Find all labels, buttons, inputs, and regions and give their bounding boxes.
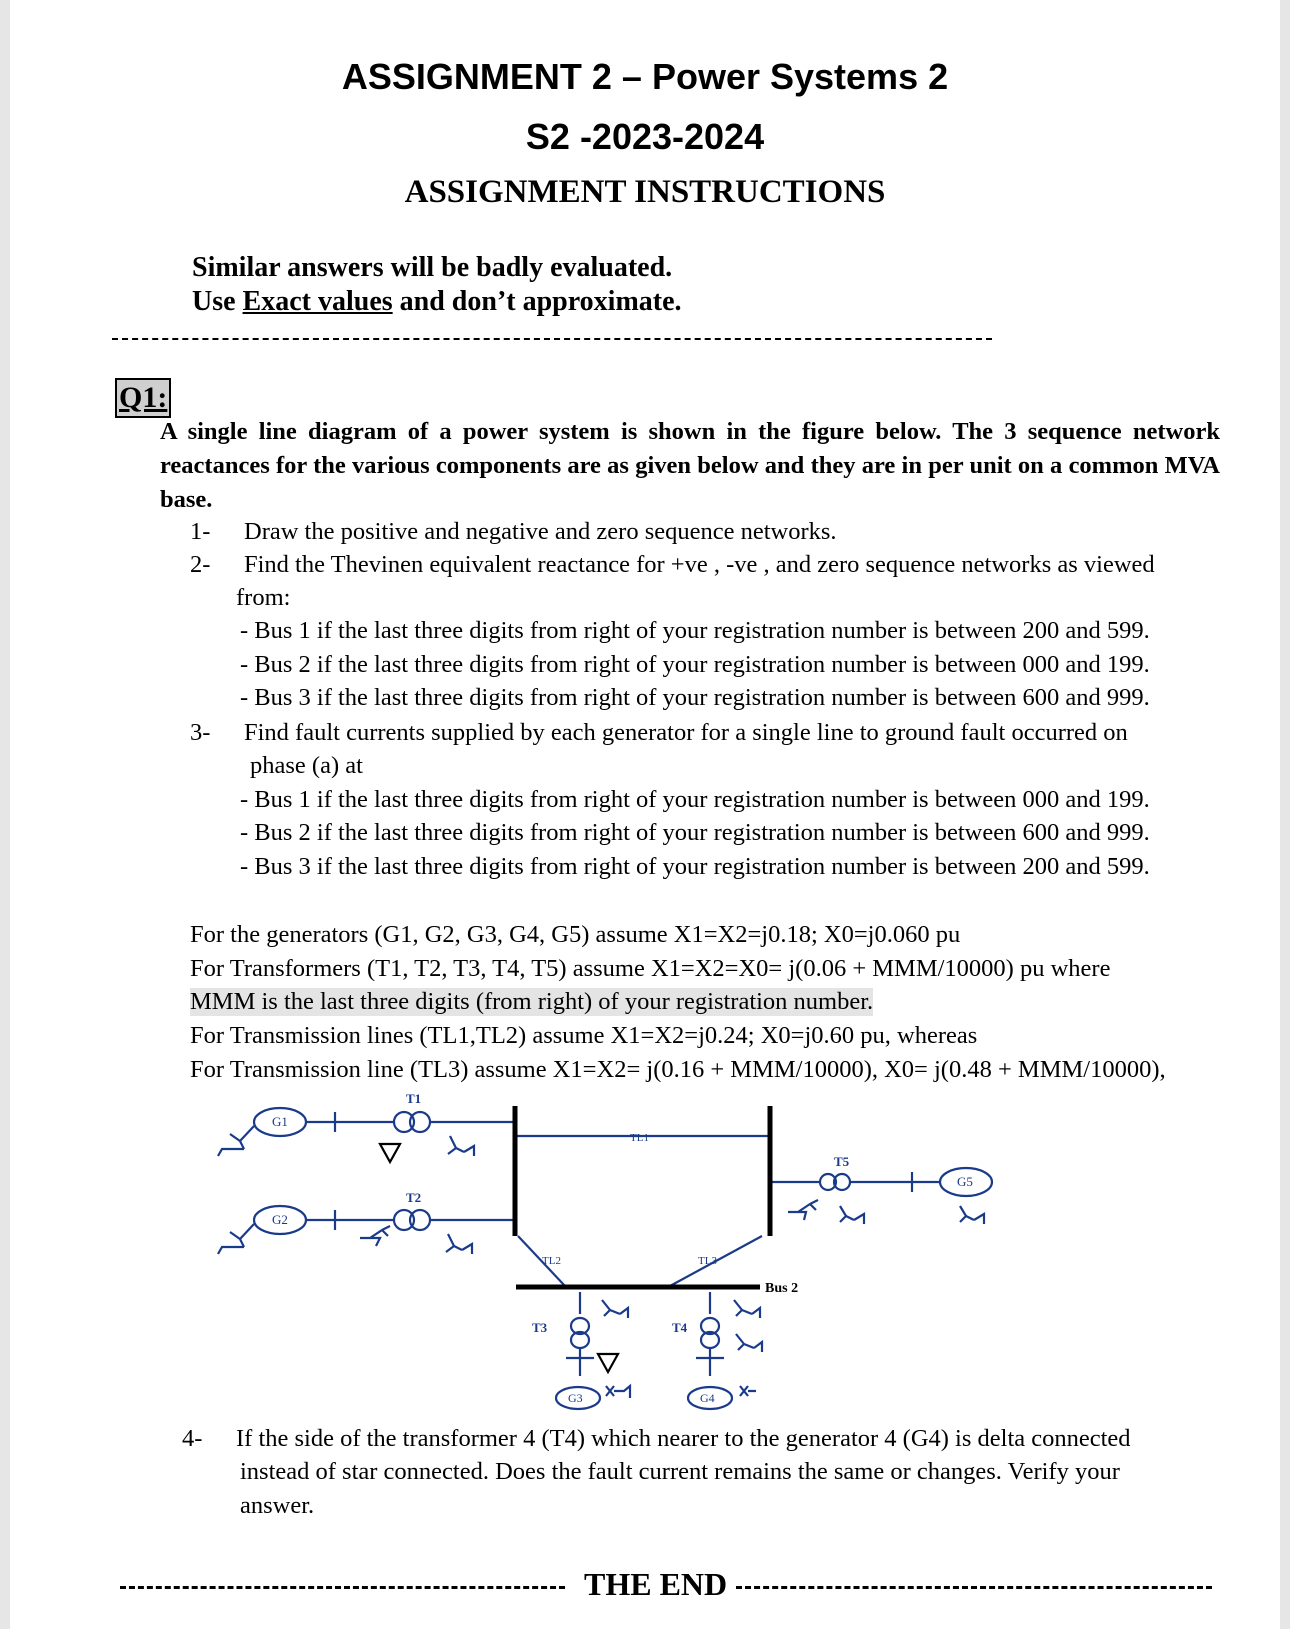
param-generators: For the generators (G1, G2, G3, G4, G5) assume X1=X2=j0.18; X0=j0.060 pu — [190, 921, 961, 948]
t1-wye — [448, 1136, 474, 1156]
question-label: Q1: — [115, 378, 171, 418]
g1-ground — [218, 1126, 254, 1156]
instructions-heading: ASSIGNMENT INSTRUCTIONS — [404, 174, 886, 210]
question-intro: A single line diagram of a power system is shown in the figure below. The 3 sequence network reactances for the various components are as given below and they are in per unit on a common MVA base. — [160, 418, 1220, 513]
param-transformers: For Transformers (T1, T2, T3, T4, T5) assume X1=X2=X0= j(0.06 + MMM/10000) pu where — [190, 955, 1111, 982]
t3-wye — [602, 1300, 628, 1318]
t2-wye-left — [360, 1226, 390, 1246]
item-2-sub-3: - Bus 3 if the last three digits from right of your registration number is between 600 and 999. — [240, 684, 1150, 711]
item-4-number: 4- — [182, 1425, 203, 1452]
label-g5: G5 — [957, 1174, 973, 1189]
page-edge-left — [0, 0, 10, 1629]
g3-wye — [606, 1386, 630, 1398]
t2-wye-right — [446, 1234, 472, 1254]
page-edge-right — [1280, 0, 1290, 1629]
t5-wye-right — [840, 1206, 864, 1224]
label-g3: G3 — [568, 1391, 583, 1405]
item-3-text: Find fault currents supplied by each generator for a single line to ground fault occurred on — [244, 719, 1128, 746]
label-tl2: TL2 — [542, 1255, 561, 1267]
item-2-sub-2: - Bus 2 if the last three digits from right of your registration number is between 000 and 199. — [240, 651, 1150, 678]
warning-similar-answers: Similar answers will be badly evaluated. — [192, 252, 673, 283]
warning-exact-underlined: Exact values — [242, 286, 393, 317]
g5-wye — [960, 1206, 984, 1224]
the-end: THE END — [584, 1566, 728, 1602]
document-title: ASSIGNMENT 2 – Power Systems 2 — [341, 56, 949, 97]
t5-wye-left — [788, 1200, 818, 1220]
document-semester: S2 -2023-2024 — [525, 116, 765, 157]
label-bus2: Bus 2 — [765, 1281, 799, 1296]
g4-wye — [740, 1386, 756, 1396]
item-1-text: Draw the positive and negative and zero sequence networks. — [244, 518, 837, 545]
label-g2: G2 — [272, 1212, 288, 1227]
param-line-tl3: For Transmission line (TL3) assume X1=X2= j(0.16 + MMM/10000), X0= j(0.48 + MMM/10000), — [190, 1056, 1166, 1083]
section-divider — [112, 338, 992, 340]
item-3-cont: phase (a) at — [250, 752, 363, 779]
t4-wye-bottom — [736, 1334, 762, 1352]
label-tl3: TL3 — [698, 1255, 717, 1267]
label-g4: G4 — [700, 1391, 715, 1405]
footer-dash-left — [120, 1586, 565, 1589]
footer-dash-right — [736, 1586, 1212, 1589]
label-t5: T5 — [834, 1154, 850, 1169]
item-2-text: Find the Thevinen equivalent reactance for +ve , -ve , and zero sequence networks as viewed — [244, 551, 1155, 578]
label-t4: T4 — [672, 1320, 688, 1335]
item-3-sub-3: - Bus 3 if the last three digits from right of your registration number is between 200 and 599. — [240, 853, 1150, 880]
label-t1: T1 — [406, 1091, 422, 1106]
item-4-line-1: If the side of the transformer 4 (T4) which nearer to the generator 4 (G4) is delta connected — [236, 1425, 1131, 1452]
item-3-number: 3- — [190, 719, 211, 746]
label-g1: G1 — [272, 1114, 288, 1129]
item-2-sub-1: - Bus 1 if the last three digits from right of your registration number is between 200 and 599. — [240, 617, 1150, 644]
label-t2: T2 — [406, 1190, 422, 1205]
item-2-cont: from: — [236, 584, 291, 611]
label-tl1: TL1 — [630, 1132, 649, 1144]
item-3-sub-1: - Bus 1 if the last three digits from right of your registration number is between 000 and 199. — [240, 786, 1150, 813]
single-line-diagram — [200, 1086, 1060, 1436]
warning-exact-values — [192, 286, 682, 318]
warning-exact-post: and don’t approximate. — [392, 286, 682, 317]
item-1-number: 1- — [190, 518, 211, 545]
param-mmm-definition: MMM is the last three digits (from right) of your registration number. — [190, 988, 874, 1015]
warning-exact-pre: Use — [192, 286, 243, 317]
item-4-line-3: answer. — [240, 1492, 315, 1519]
item-4-line-2: instead of star connected. Does the fault current remains the same or changes. Verify your — [240, 1458, 1120, 1485]
label-t3: T3 — [532, 1320, 548, 1335]
item-3-sub-2: - Bus 2 if the last three digits from right of your registration number is between 600 and 999. — [240, 819, 1150, 846]
t4-wye-top — [734, 1300, 760, 1318]
param-lines-tl1-tl2: For Transmission lines (TL1,TL2) assume X1=X2=j0.24; X0=j0.60 pu, whereas — [190, 1022, 978, 1049]
item-2-number: 2- — [190, 551, 211, 578]
g2-ground — [218, 1224, 254, 1254]
